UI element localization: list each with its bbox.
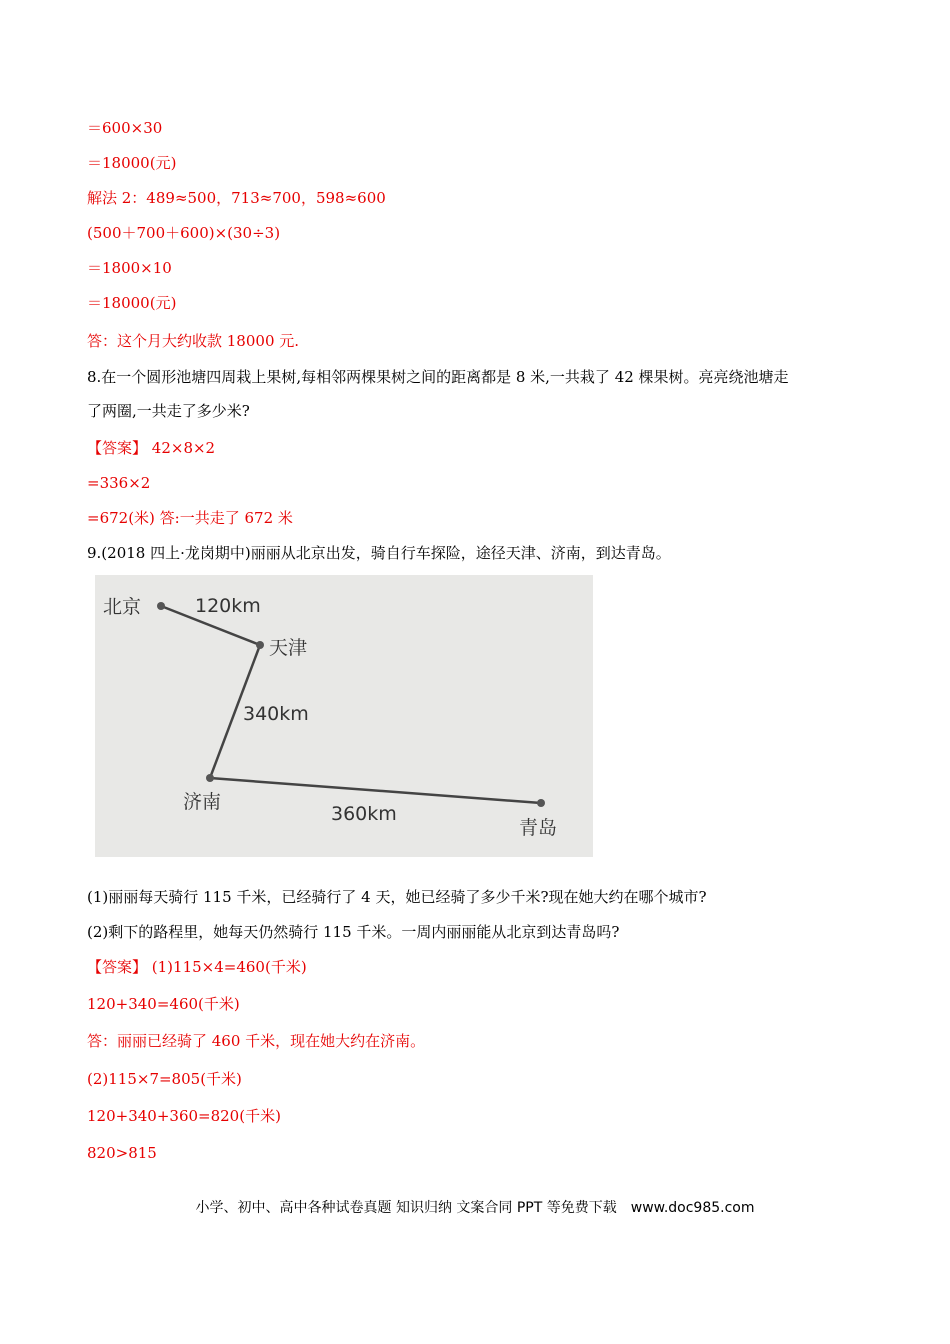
answer-line-7: 答：这个月大约收款 18000 元. (87, 332, 300, 350)
city-label-jinan: 济南 (183, 791, 222, 813)
question-9-sub-2: (2)剩下的路程里，她每天仍然骑行 115 千米。一周内丽丽能从北京到达青岛吗? (87, 923, 620, 941)
city-label-qingdao: 青岛 (519, 817, 558, 839)
question-8-answer-1 (87, 438, 215, 458)
answer-calc: 42×8×2 (147, 439, 216, 457)
footer-site-link[interactable]: www.doc985.com (630, 1200, 755, 1216)
question-9-answer-5: 120+340+360=820(千米) (87, 1107, 281, 1125)
question-8-text-2: 了两圈,一共走了多少米? (87, 402, 250, 420)
question-8-answer-2: =336×2 (87, 474, 151, 492)
route-map (95, 575, 593, 857)
question-9-answer-2: 120+340=460(千米) (87, 995, 240, 1013)
calc-line-4: (500＋700＋600)×(30÷3) (87, 224, 281, 242)
answer-tag: 【答案】 (87, 439, 148, 457)
city-dot-jinan (206, 774, 214, 782)
city-dot-qingdao (537, 799, 545, 807)
city-label-tianjin: 天津 (269, 637, 308, 659)
city-dot-beijing (157, 602, 165, 610)
footer-text: 小学、初中、高中各种试卷真题 知识归纳 文案合同 PPT 等免费下载 (195, 1200, 617, 1216)
page-footer (0, 1197, 950, 1217)
answer-tag: 【答案】 (87, 958, 148, 976)
question-9-text: 9.(2018 四上·龙岗期中)丽丽从北京出发，骑自行车探险，途径天津、济南，到达青岛。 (87, 544, 671, 562)
route-jinan-qingdao (210, 778, 541, 803)
question-9-answer-3: 答：丽丽已经骑了 460 千米，现在她大约在济南。 (87, 1032, 426, 1050)
question-9-answer-6: 820>815 (87, 1144, 157, 1162)
route-map-svg (95, 575, 593, 857)
distance-label-340: 340km (243, 703, 309, 725)
question-9-answer-4: (2)115×7=805(千米) (87, 1070, 242, 1088)
distance-label-120: 120km (195, 595, 261, 617)
calc-line-6: ＝18000(元) (87, 294, 177, 312)
question-9-answer-1 (87, 957, 307, 977)
city-label-beijing: 北京 (103, 596, 142, 618)
answer-calc: (1)115×4=460(千米) (147, 958, 307, 976)
calc-line-5: ＝1800×10 (87, 259, 172, 277)
calc-line-3: 解法 2：489≈500，713≈700，598≈600 (87, 189, 386, 207)
city-dot-tianjin (256, 641, 264, 649)
calc-line-2: ＝18000(元) (87, 154, 177, 172)
distance-label-360: 360km (331, 803, 397, 825)
question-9-sub-1: (1)丽丽每天骑行 115 千米，已经骑行了 4 天，她已经骑了多少千米?现在她大约在哪个城市? (87, 888, 707, 906)
question-8-text-1: 8.在一个圆形池塘四周栽上果树,每相邻两棵果树之间的距离都是 8 米,一共栽了 42 棵果树。亮亮绕池塘走 (87, 368, 789, 386)
question-8-answer-3: =672(米) 答:一共走了 672 米 (87, 509, 293, 527)
calc-line-1: ＝600×30 (87, 119, 163, 137)
